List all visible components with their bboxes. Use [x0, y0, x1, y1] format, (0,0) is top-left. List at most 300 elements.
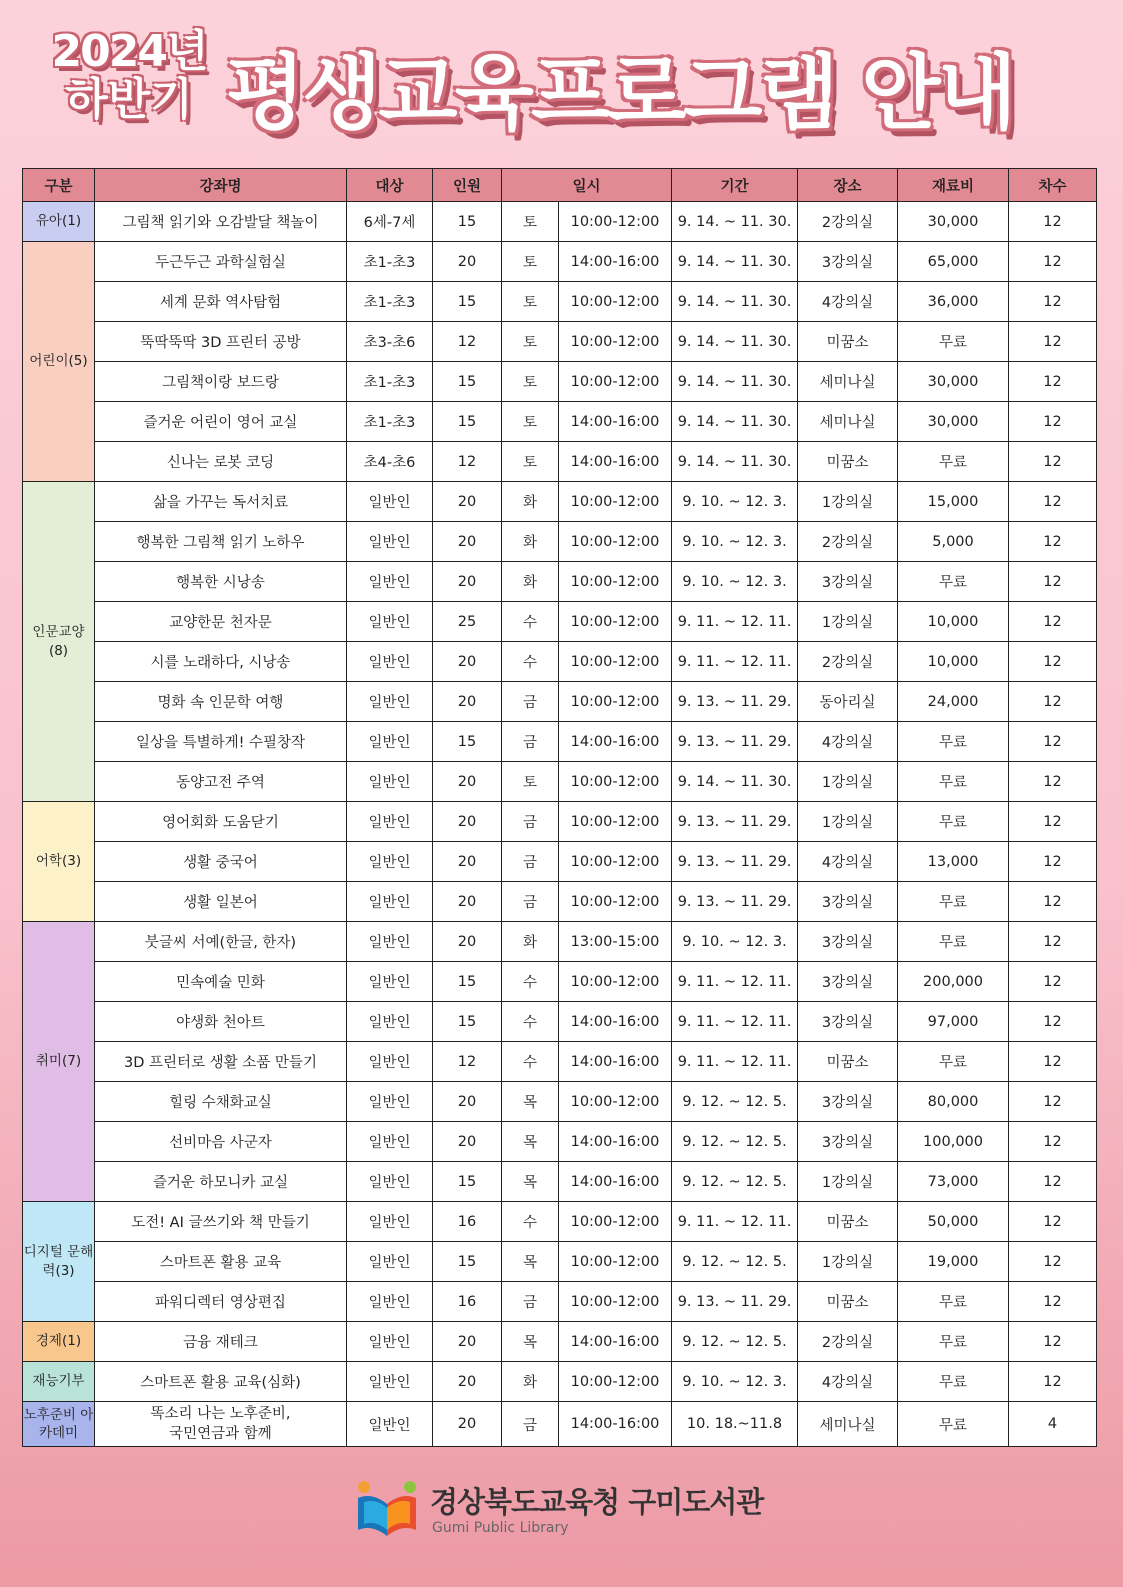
header-course-name: 강좌명 — [95, 169, 347, 202]
material-fee-cell: 무료 — [898, 1322, 1009, 1362]
time-cell: 10:00-12:00 — [559, 322, 672, 362]
period-cell: 9. 14. ~ 11. 30. — [672, 322, 798, 362]
time-cell: 10:00-12:00 — [559, 802, 672, 842]
sessions-cell: 12 — [1009, 962, 1097, 1002]
location-cell: 1강의실 — [798, 1162, 898, 1202]
location-cell: 미꿈소 — [798, 1282, 898, 1322]
material-fee-cell: 무료 — [898, 442, 1009, 482]
table-row — [23, 1162, 1097, 1202]
course-name-cell: 삶을 가꾸는 독서치료 — [95, 482, 347, 522]
target-cell: 일반인 — [347, 1082, 433, 1122]
location-cell: 3강의실 — [798, 962, 898, 1002]
table-row — [23, 442, 1097, 482]
material-fee-cell: 200,000 — [898, 962, 1009, 1002]
day-cell: 화 — [502, 1362, 559, 1402]
course-name-cell: 영어회화 도움닫기 — [95, 802, 347, 842]
time-cell: 13:00-15:00 — [559, 922, 672, 962]
material-fee-cell: 80,000 — [898, 1082, 1009, 1122]
material-fee-cell: 10,000 — [898, 642, 1009, 682]
time-cell: 14:00-16:00 — [559, 1322, 672, 1362]
target-cell: 일반인 — [347, 1322, 433, 1362]
sessions-cell: 12 — [1009, 322, 1097, 362]
capacity-cell: 20 — [433, 1122, 502, 1162]
category-cell: 경제(1) — [23, 1322, 95, 1362]
time-cell: 14:00-16:00 — [559, 1122, 672, 1162]
material-fee-cell: 13,000 — [898, 842, 1009, 882]
target-cell: 일반인 — [347, 722, 433, 762]
material-fee-cell: 무료 — [898, 1362, 1009, 1402]
material-fee-cell: 무료 — [898, 922, 1009, 962]
day-cell: 토 — [502, 322, 559, 362]
day-cell: 목 — [502, 1322, 559, 1362]
target-cell: 일반인 — [347, 1002, 433, 1042]
header-period: 기간 — [672, 169, 798, 202]
capacity-cell: 20 — [433, 802, 502, 842]
sessions-cell: 4 — [1009, 1402, 1097, 1447]
course-name-cell: 파워디렉터 영상편집 — [95, 1282, 347, 1322]
table-row — [23, 1322, 1097, 1362]
header-category: 구분 — [23, 169, 95, 202]
header-capacity: 인원 — [433, 169, 502, 202]
time-cell: 10:00-12:00 — [559, 282, 672, 322]
material-fee-cell: 30,000 — [898, 402, 1009, 442]
course-name-cell: 일상을 특별하게! 수필창작 — [95, 722, 347, 762]
location-cell: 1강의실 — [798, 762, 898, 802]
material-fee-cell: 무료 — [898, 1402, 1009, 1447]
target-cell: 일반인 — [347, 1282, 433, 1322]
sessions-cell: 12 — [1009, 722, 1097, 762]
location-cell: 3강의실 — [798, 562, 898, 602]
target-cell: 초3-초6 — [347, 322, 433, 362]
course-name-cell: 행복한 그림책 읽기 노하우 — [95, 522, 347, 562]
course-name-cell: 스마트폰 활용 교육(심화) — [95, 1362, 347, 1402]
time-cell: 10:00-12:00 — [559, 1282, 672, 1322]
period-cell: 9. 12. ~ 12. 5. — [672, 1242, 798, 1282]
material-fee-cell: 15,000 — [898, 482, 1009, 522]
table-row — [23, 402, 1097, 442]
material-fee-cell: 무료 — [898, 802, 1009, 842]
table-row — [23, 1242, 1097, 1282]
material-fee-cell: 24,000 — [898, 682, 1009, 722]
day-cell: 토 — [502, 762, 559, 802]
period-cell: 9. 14. ~ 11. 30. — [672, 282, 798, 322]
program-table — [22, 168, 1097, 1447]
period-cell: 9. 14. ~ 11. 30. — [672, 242, 798, 282]
sessions-cell: 12 — [1009, 242, 1097, 282]
table-row — [23, 1202, 1097, 1242]
capacity-cell: 20 — [433, 242, 502, 282]
category-cell: 취미(7) — [23, 922, 95, 1202]
table-row — [23, 362, 1097, 402]
period-cell: 9. 10. ~ 12. 3. — [672, 922, 798, 962]
course-name-cell: 똑소리 나는 노후준비, 국민연금과 함께 — [95, 1402, 347, 1447]
category-cell: 유아(1) — [23, 202, 95, 242]
course-name-cell: 민속예술 민화 — [95, 962, 347, 1002]
sessions-cell: 12 — [1009, 1202, 1097, 1242]
capacity-cell: 15 — [433, 1242, 502, 1282]
time-cell: 10:00-12:00 — [559, 602, 672, 642]
sessions-cell: 12 — [1009, 922, 1097, 962]
day-cell: 화 — [502, 562, 559, 602]
table-row — [23, 1082, 1097, 1122]
capacity-cell: 20 — [433, 1402, 502, 1447]
time-cell: 10:00-12:00 — [559, 562, 672, 602]
course-name-cell: 그림책이랑 보드랑 — [95, 362, 347, 402]
course-name-cell: 3D 프린터로 생활 소품 만들기 — [95, 1042, 347, 1082]
time-cell: 10:00-12:00 — [559, 202, 672, 242]
capacity-cell: 20 — [433, 482, 502, 522]
location-cell: 동아리실 — [798, 682, 898, 722]
table-row — [23, 242, 1097, 282]
table-row — [23, 802, 1097, 842]
table-row — [23, 682, 1097, 722]
sessions-cell: 12 — [1009, 362, 1097, 402]
target-cell: 일반인 — [347, 802, 433, 842]
day-cell: 금 — [502, 1282, 559, 1322]
location-cell: 2강의실 — [798, 522, 898, 562]
period-cell: 9. 14. ~ 11. 30. — [672, 202, 798, 242]
target-cell: 일반인 — [347, 1042, 433, 1082]
course-name-cell: 교양한문 천자문 — [95, 602, 347, 642]
day-cell: 수 — [502, 642, 559, 682]
course-name-cell: 명화 속 인문학 여행 — [95, 682, 347, 722]
period-cell: 9. 13. ~ 11. 29. — [672, 1282, 798, 1322]
material-fee-cell: 19,000 — [898, 1242, 1009, 1282]
location-cell: 미꿈소 — [798, 1202, 898, 1242]
table-row — [23, 922, 1097, 962]
header-target: 대상 — [347, 169, 433, 202]
material-fee-cell: 무료 — [898, 882, 1009, 922]
target-cell: 초1-초3 — [347, 242, 433, 282]
location-cell: 2강의실 — [798, 642, 898, 682]
day-cell: 금 — [502, 882, 559, 922]
material-fee-cell: 무료 — [898, 722, 1009, 762]
material-fee-cell: 5,000 — [898, 522, 1009, 562]
period-cell: 9. 11. ~ 12. 11. — [672, 1202, 798, 1242]
location-cell: 1강의실 — [798, 802, 898, 842]
sessions-cell: 12 — [1009, 402, 1097, 442]
table-row — [23, 882, 1097, 922]
half-label: 하반기 — [65, 74, 193, 125]
material-fee-cell: 무료 — [898, 1042, 1009, 1082]
target-cell: 일반인 — [347, 882, 433, 922]
category-cell: 노후준비 아카데미 — [23, 1402, 95, 1447]
capacity-cell: 15 — [433, 1002, 502, 1042]
course-name-cell: 야생화 천아트 — [95, 1002, 347, 1042]
header-sessions: 차수 — [1009, 169, 1097, 202]
capacity-cell: 20 — [433, 922, 502, 962]
table-row — [23, 1402, 1097, 1447]
sessions-cell: 12 — [1009, 1362, 1097, 1402]
time-cell: 10:00-12:00 — [559, 1202, 672, 1242]
capacity-cell: 20 — [433, 1362, 502, 1402]
time-cell: 10:00-12:00 — [559, 882, 672, 922]
org-name: 경상북도교육청 구미도서관 — [430, 1485, 764, 1519]
day-cell: 수 — [502, 1042, 559, 1082]
sessions-cell: 12 — [1009, 802, 1097, 842]
material-fee-cell: 100,000 — [898, 1122, 1009, 1162]
category-cell: 디지털 문해력(3) — [23, 1202, 95, 1322]
year-badge — [44, 26, 214, 125]
sessions-cell: 12 — [1009, 1042, 1097, 1082]
category-cell: 재능기부 — [23, 1362, 95, 1402]
day-cell: 화 — [502, 482, 559, 522]
course-name-cell: 즐거운 하모니카 교실 — [95, 1162, 347, 1202]
material-fee-cell: 무료 — [898, 1282, 1009, 1322]
sessions-cell: 12 — [1009, 1322, 1097, 1362]
day-cell: 수 — [502, 1002, 559, 1042]
sessions-cell: 12 — [1009, 202, 1097, 242]
capacity-cell: 15 — [433, 962, 502, 1002]
location-cell: 4강의실 — [798, 842, 898, 882]
material-fee-cell: 36,000 — [898, 282, 1009, 322]
period-cell: 9. 11. ~ 12. 11. — [672, 1042, 798, 1082]
period-cell: 9. 13. ~ 11. 29. — [672, 722, 798, 762]
material-fee-cell: 10,000 — [898, 602, 1009, 642]
table-row — [23, 1002, 1097, 1042]
sessions-cell: 12 — [1009, 562, 1097, 602]
category-cell: 어린이(5) — [23, 242, 95, 482]
target-cell: 초1-초3 — [347, 362, 433, 402]
capacity-cell: 20 — [433, 682, 502, 722]
period-cell: 9. 11. ~ 12. 11. — [672, 642, 798, 682]
course-name-cell: 동양고전 주역 — [95, 762, 347, 802]
period-cell: 9. 14. ~ 11. 30. — [672, 442, 798, 482]
location-cell: 세미나실 — [798, 1402, 898, 1447]
period-cell: 9. 10. ~ 12. 3. — [672, 482, 798, 522]
course-name-cell: 신나는 로봇 코딩 — [95, 442, 347, 482]
target-cell: 일반인 — [347, 1402, 433, 1447]
sessions-cell: 12 — [1009, 1002, 1097, 1042]
sessions-cell: 12 — [1009, 1082, 1097, 1122]
year-label: 2024년 — [51, 26, 207, 77]
day-cell: 목 — [502, 1082, 559, 1122]
capacity-cell: 20 — [433, 842, 502, 882]
day-cell: 금 — [502, 722, 559, 762]
course-name-cell: 세계 문화 역사탐험 — [95, 282, 347, 322]
course-name-cell: 도전! AI 글쓰기와 책 만들기 — [95, 1202, 347, 1242]
day-cell: 금 — [502, 682, 559, 722]
table-row — [23, 1122, 1097, 1162]
table-row — [23, 202, 1097, 242]
time-cell: 14:00-16:00 — [559, 1002, 672, 1042]
material-fee-cell: 무료 — [898, 322, 1009, 362]
day-cell: 수 — [502, 1202, 559, 1242]
location-cell: 미꿈소 — [798, 322, 898, 362]
sessions-cell: 12 — [1009, 642, 1097, 682]
target-cell: 초4-초6 — [347, 442, 433, 482]
capacity-cell: 25 — [433, 602, 502, 642]
time-cell: 10:00-12:00 — [559, 482, 672, 522]
period-cell: 9. 14. ~ 11. 30. — [672, 362, 798, 402]
period-cell: 9. 13. ~ 11. 29. — [672, 842, 798, 882]
day-cell: 목 — [502, 1162, 559, 1202]
page-title: 평생교육프로그램 안내 — [226, 46, 1014, 141]
period-cell: 9. 12. ~ 12. 5. — [672, 1162, 798, 1202]
location-cell: 4강의실 — [798, 1362, 898, 1402]
period-cell: 9. 13. ~ 11. 29. — [672, 802, 798, 842]
capacity-cell: 20 — [433, 762, 502, 802]
time-cell: 14:00-16:00 — [559, 1162, 672, 1202]
capacity-cell: 12 — [433, 442, 502, 482]
material-fee-cell: 무료 — [898, 562, 1009, 602]
table-header-row — [23, 169, 1097, 202]
sessions-cell: 12 — [1009, 522, 1097, 562]
time-cell: 10:00-12:00 — [559, 1242, 672, 1282]
target-cell: 일반인 — [347, 682, 433, 722]
target-cell: 초1-초3 — [347, 402, 433, 442]
period-cell: 9. 14. ~ 11. 30. — [672, 762, 798, 802]
target-cell: 일반인 — [347, 1162, 433, 1202]
table-row — [23, 1282, 1097, 1322]
table-row — [23, 1042, 1097, 1082]
course-name-cell: 금융 재테크 — [95, 1322, 347, 1362]
course-name-cell: 힐링 수채화교실 — [95, 1082, 347, 1122]
target-cell: 일반인 — [347, 522, 433, 562]
capacity-cell: 12 — [433, 322, 502, 362]
course-name-cell: 생활 중국어 — [95, 842, 347, 882]
location-cell: 세미나실 — [798, 402, 898, 442]
period-cell: 9. 14. ~ 11. 30. — [672, 402, 798, 442]
period-cell: 9. 10. ~ 12. 3. — [672, 562, 798, 602]
capacity-cell: 20 — [433, 882, 502, 922]
period-cell: 9. 12. ~ 12. 5. — [672, 1122, 798, 1162]
target-cell: 일반인 — [347, 482, 433, 522]
course-name-cell: 생활 일본어 — [95, 882, 347, 922]
location-cell: 4강의실 — [798, 282, 898, 322]
day-cell: 토 — [502, 442, 559, 482]
book-logo-icon — [352, 1478, 422, 1540]
material-fee-cell: 30,000 — [898, 202, 1009, 242]
period-cell: 10. 18.~11.8 — [672, 1402, 798, 1447]
location-cell: 3강의실 — [798, 1122, 898, 1162]
table-row — [23, 962, 1097, 1002]
location-cell: 4강의실 — [798, 722, 898, 762]
capacity-cell: 20 — [433, 642, 502, 682]
period-cell: 9. 13. ~ 11. 29. — [672, 882, 798, 922]
material-fee-cell: 97,000 — [898, 1002, 1009, 1042]
course-name-cell: 즐거운 어린이 영어 교실 — [95, 402, 347, 442]
period-cell: 9. 11. ~ 12. 11. — [672, 962, 798, 1002]
period-cell: 9. 11. ~ 12. 11. — [672, 602, 798, 642]
course-name-cell: 행복한 시낭송 — [95, 562, 347, 602]
capacity-cell: 15 — [433, 1162, 502, 1202]
footer — [0, 1472, 1123, 1562]
target-cell: 일반인 — [347, 762, 433, 802]
capacity-cell: 20 — [433, 1322, 502, 1362]
target-cell: 일반인 — [347, 1122, 433, 1162]
location-cell: 3강의실 — [798, 1002, 898, 1042]
table-row — [23, 722, 1097, 762]
sessions-cell: 12 — [1009, 882, 1097, 922]
sessions-cell: 12 — [1009, 442, 1097, 482]
target-cell: 일반인 — [347, 962, 433, 1002]
capacity-cell: 20 — [433, 1082, 502, 1122]
day-cell: 화 — [502, 922, 559, 962]
material-fee-cell: 30,000 — [898, 362, 1009, 402]
day-cell: 토 — [502, 242, 559, 282]
capacity-cell: 15 — [433, 362, 502, 402]
time-cell: 14:00-16:00 — [559, 242, 672, 282]
day-cell: 금 — [502, 842, 559, 882]
capacity-cell: 20 — [433, 562, 502, 602]
category-cell: 인문교양(8) — [23, 482, 95, 802]
target-cell: 일반인 — [347, 922, 433, 962]
target-cell: 일반인 — [347, 842, 433, 882]
day-cell: 금 — [502, 1402, 559, 1447]
period-cell: 9. 10. ~ 12. 3. — [672, 522, 798, 562]
period-cell: 9. 13. ~ 11. 29. — [672, 682, 798, 722]
sessions-cell: 12 — [1009, 682, 1097, 722]
table-row — [23, 642, 1097, 682]
location-cell: 미꿈소 — [798, 442, 898, 482]
day-cell: 수 — [502, 602, 559, 642]
target-cell: 초1-초3 — [347, 282, 433, 322]
sessions-cell: 12 — [1009, 1162, 1097, 1202]
target-cell: 일반인 — [347, 602, 433, 642]
capacity-cell: 15 — [433, 722, 502, 762]
period-cell: 9. 12. ~ 12. 5. — [672, 1082, 798, 1122]
location-cell: 1강의실 — [798, 602, 898, 642]
target-cell: 일반인 — [347, 1242, 433, 1282]
org-name-en: Gumi Public Library — [432, 1520, 569, 1536]
table-row — [23, 522, 1097, 562]
target-cell: 일반인 — [347, 562, 433, 602]
table-body — [23, 202, 1097, 1447]
table-row — [23, 482, 1097, 522]
capacity-cell: 15 — [433, 402, 502, 442]
material-fee-cell: 65,000 — [898, 242, 1009, 282]
table-row — [23, 562, 1097, 602]
location-cell: 1강의실 — [798, 1242, 898, 1282]
location-cell: 3강의실 — [798, 242, 898, 282]
program-table-wrap — [22, 168, 1096, 1447]
time-cell: 10:00-12:00 — [559, 682, 672, 722]
sessions-cell: 12 — [1009, 602, 1097, 642]
course-name-cell: 선비마음 사군자 — [95, 1122, 347, 1162]
time-cell: 10:00-12:00 — [559, 522, 672, 562]
table-row — [23, 322, 1097, 362]
sessions-cell: 12 — [1009, 842, 1097, 882]
time-cell: 14:00-16:00 — [559, 722, 672, 762]
header-schedule: 일시 — [502, 169, 672, 202]
time-cell: 10:00-12:00 — [559, 1082, 672, 1122]
target-cell: 일반인 — [347, 1202, 433, 1242]
day-cell: 금 — [502, 802, 559, 842]
time-cell: 10:00-12:00 — [559, 1362, 672, 1402]
course-name-cell: 붓글씨 서예(한글, 한자) — [95, 922, 347, 962]
header — [0, 0, 1123, 160]
time-cell: 10:00-12:00 — [559, 762, 672, 802]
capacity-cell: 12 — [433, 1042, 502, 1082]
period-cell: 9. 10. ~ 12. 3. — [672, 1362, 798, 1402]
table-row — [23, 762, 1097, 802]
sessions-cell: 12 — [1009, 1122, 1097, 1162]
table-row — [23, 1362, 1097, 1402]
capacity-cell: 20 — [433, 522, 502, 562]
course-name-cell: 시를 노래하다, 시낭송 — [95, 642, 347, 682]
time-cell: 14:00-16:00 — [559, 1042, 672, 1082]
time-cell: 10:00-12:00 — [559, 362, 672, 402]
time-cell: 14:00-16:00 — [559, 1402, 672, 1447]
day-cell: 토 — [502, 402, 559, 442]
location-cell: 3강의실 — [798, 882, 898, 922]
period-cell: 9. 12. ~ 12. 5. — [672, 1322, 798, 1362]
table-row — [23, 282, 1097, 322]
day-cell: 화 — [502, 522, 559, 562]
sessions-cell: 12 — [1009, 762, 1097, 802]
target-cell: 일반인 — [347, 642, 433, 682]
